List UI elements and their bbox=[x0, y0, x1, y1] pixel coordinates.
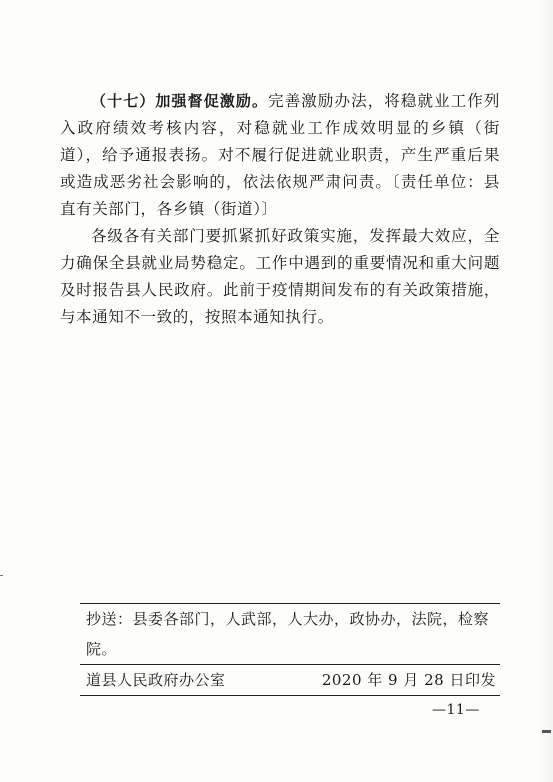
page-number: —11— bbox=[432, 702, 480, 718]
section-heading: （十七）加强督促激励。 bbox=[91, 92, 269, 110]
distribution-footer bbox=[80, 603, 500, 696]
issue-line bbox=[80, 665, 500, 695]
scan-margin-tick bbox=[0, 575, 3, 576]
scan-edge-mark bbox=[542, 730, 551, 733]
paragraph-17 bbox=[60, 88, 500, 223]
paragraph-text: 完善激励办法，将稳就业工作列入政府绩效考核内容，对稳就业工作成效明显的乡镇（街道），给予通报表扬。对不履行促进就业职责，产生严重后果或造成恶劣社会影响的，依法依规严肃问责。〔责任单位：县直有关部门，各乡镇（街道）〕 bbox=[60, 92, 501, 218]
footer-rule-bottom bbox=[80, 695, 500, 696]
document-body bbox=[60, 88, 500, 331]
scan-edge-shadow bbox=[539, 0, 553, 782]
cc-line: 抄送：县委各部门，人武部，人大办，政协办，法院，检察院。 bbox=[86, 610, 490, 658]
issuer: 道县人民政府办公室 bbox=[86, 671, 226, 689]
paragraph-text: 各级各有关部门要抓紧抓好政策实施，发挥最大效应，全力确保全县就业局势稳定。工作中遇到的重要情况和重大问题及时报告县人民政府。此前于疫情期间发布的有关政策措施，与本通知不一致的，按照本通知执行。 bbox=[60, 227, 500, 326]
issue-date: 2020 年 9 月 28 日印发 bbox=[321, 671, 496, 689]
closing-paragraph bbox=[60, 223, 500, 331]
